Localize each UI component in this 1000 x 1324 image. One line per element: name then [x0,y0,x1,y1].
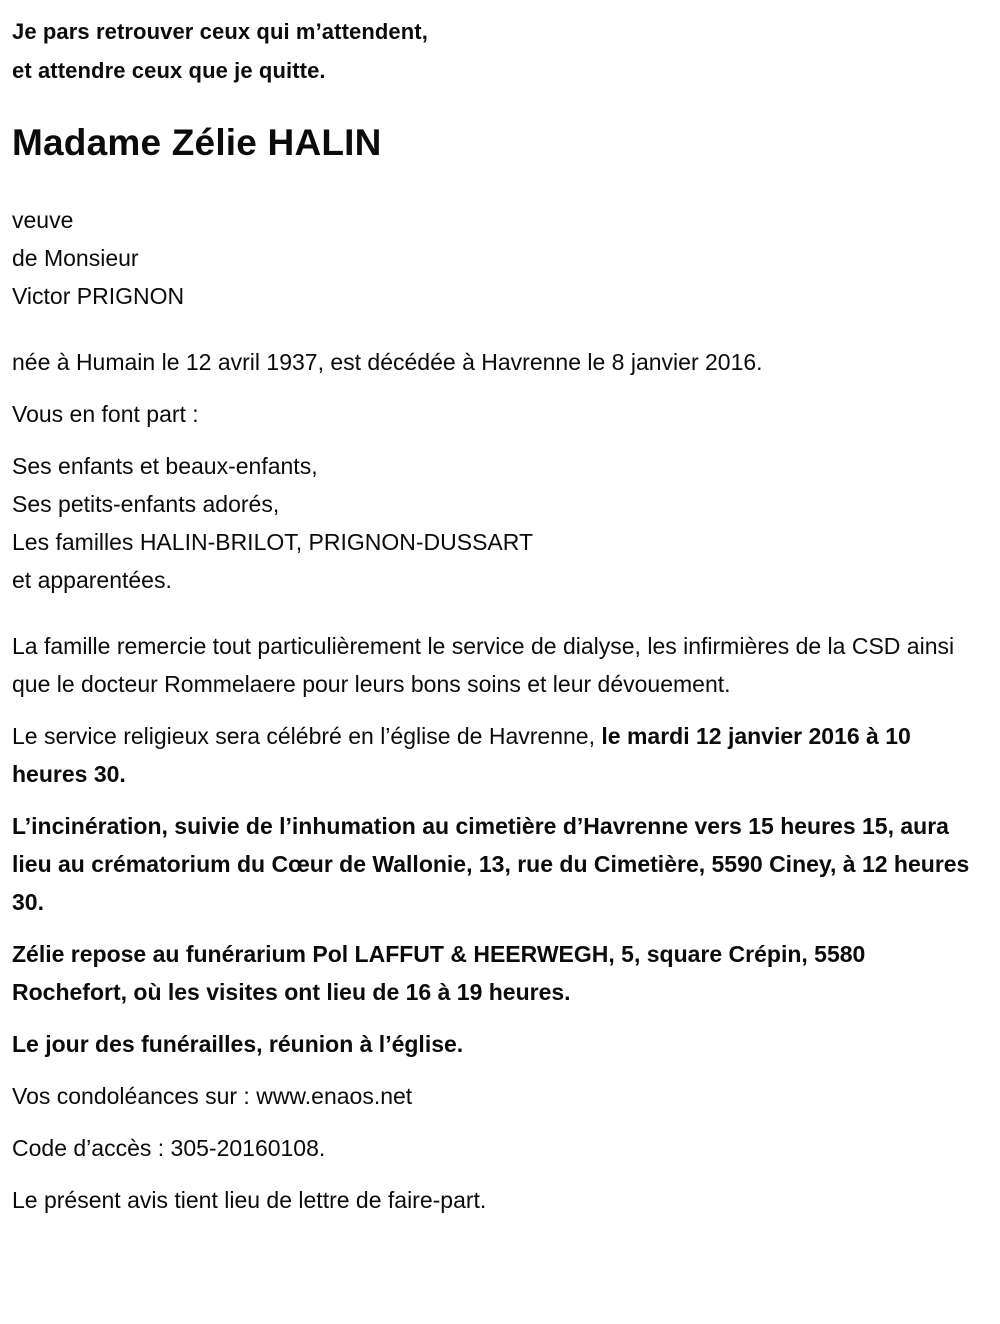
relationship-block [12,201,986,315]
birth-death-statement: née à Humain le 12 avril 1937, est décédée à Havrenne le 8 janvier 2016. [12,349,763,375]
surviving-family-list [12,447,986,599]
religious-service-paragraph [12,717,986,793]
deceased-name-heading: Madame Zélie HALIN [12,122,382,163]
access-code-paragraph: Code d’accès : 305-20160108. [12,1135,326,1161]
family-line-4: et apparentées. [12,567,172,593]
epigraph-line-2: et attendre ceux que je quitte. [12,58,326,83]
family-line-2: Ses petits-enfants adorés, [12,491,280,517]
gathering-paragraph: Le jour des funérailles, réunion à l’église. [12,1031,464,1057]
condolences-paragraph: Vos condoléances sur : www.enaos.net [12,1083,413,1109]
thanks-paragraph: La famille remercie tout particulièrement le service de dialyse, les infirmières de la CSD ainsi que le docteur Rommelaere pour leurs bons soins et leur dévouement. [12,633,955,697]
epigraph-line-1: Je pars retrouver ceux qui m’attendent, [12,19,428,44]
family-line-3: Les familles HALIN-BRILOT, PRIGNON-DUSSART [12,529,534,555]
announcement-intro: Vous en font part : [12,401,199,427]
relationship-line-2: de Monsieur [12,245,139,271]
epigraph [12,12,986,90]
relationship-line-1: veuve [12,207,74,233]
service-text-regular: Le service religieux sera célébré en l’église de Havrenne, [12,723,602,749]
relationship-line-3: Victor PRIGNON [12,283,185,309]
footer-statement: Le présent avis tient lieu de lettre de faire-part. [12,1187,487,1213]
cremation-paragraph: L’incinération, suivie de l’inhumation au cimetière d’Havrenne vers 15 heures 15, aura lieu au crématorium du Cœur de Wallonie, 13, rue du Cimetière, 5590 Ciney, à 12 heures 30. [12,813,970,915]
family-line-1: Ses enfants et beaux-enfants, [12,453,318,479]
service-text-bold: le mardi 12 janvier 2016 à 10 heures 30. [12,723,911,787]
funeral-home-paragraph: Zélie repose au funérarium Pol LAFFUT & HEERWEGH, 5, square Crépin, 5580 Rochefort, où les visites ont lieu de 16 à 19 heures. [12,941,866,1005]
